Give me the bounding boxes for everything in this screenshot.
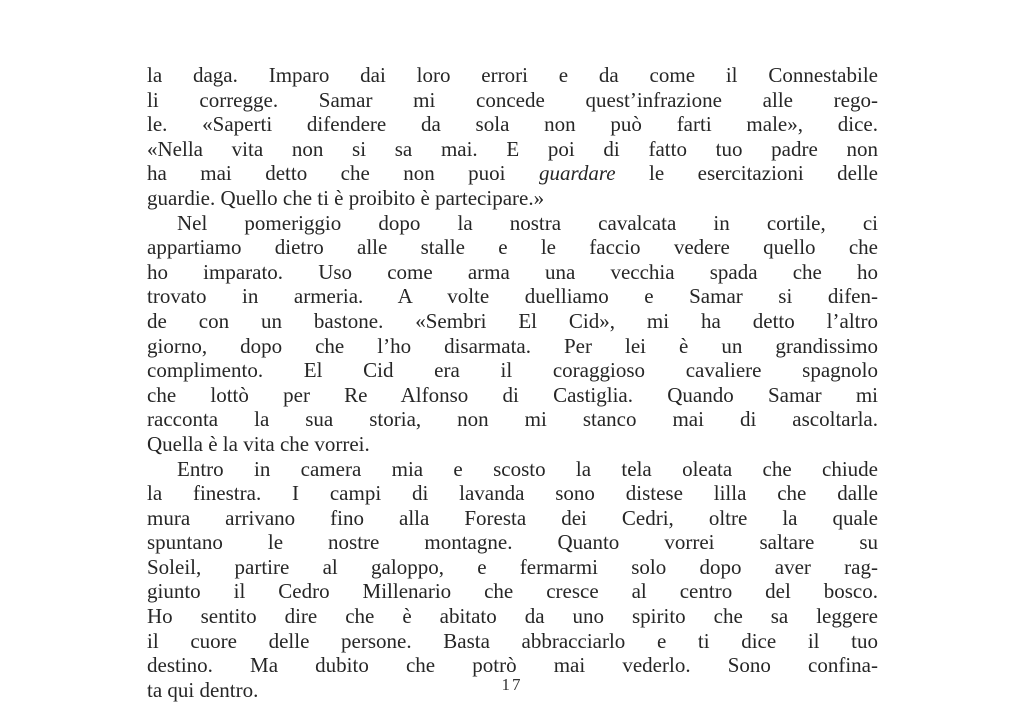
text-line: la finestra. I campi di lavanda sono distese lilla che dalle bbox=[147, 481, 878, 506]
paragraph-1 bbox=[147, 63, 878, 211]
text-line: giunto il Cedro Millenario che cresce al centro del bosco. bbox=[147, 579, 878, 604]
text-segment: le esercitazioni delle bbox=[615, 161, 878, 186]
text-line: Soleil, partire al galoppo, e fermarmi solo dopo aver rag- bbox=[147, 554, 878, 579]
text-line: giorno, dopo che l’ho disarmata. Per lei è un grandissimo bbox=[147, 333, 878, 358]
text-line: Nel pomeriggio dopo la nostra cavalcata in cortile, ci bbox=[177, 210, 878, 235]
text-line: Entro in camera mia e scosto la tela oleata che chiude bbox=[177, 456, 878, 481]
text-line: le. «Saperti difendere da sola non può farti male», dice. bbox=[147, 112, 878, 137]
text-line: il cuore delle persone. Basta abbracciarlo e ti dice il tuo bbox=[147, 628, 878, 653]
text-line: mura arrivano fino alla Foresta dei Cedri, oltre la quale bbox=[147, 505, 878, 530]
text-line: de con un bastone. «Sembri El Cid», mi ha detto l’altro bbox=[147, 308, 878, 333]
text-line: trovato in armeria. A volte duelliamo e Samar si difen- bbox=[147, 284, 878, 309]
text-line: guardie. Quello che ti è proibito è partecipare.» bbox=[147, 185, 545, 210]
body-text bbox=[147, 63, 878, 702]
text-line: Ho sentito dire che è abitato da uno spirito che sa leggere bbox=[147, 604, 878, 629]
text-line: ho imparato. Uso come arma una vecchia spada che ho bbox=[147, 259, 878, 284]
text-line: li corregge. Samar mi concede quest’infrazione alle rego- bbox=[147, 87, 878, 112]
text-line: che lottò per Re Alfonso di Castiglia. Quando Samar mi bbox=[147, 382, 878, 407]
text-line: ta qui dentro. bbox=[147, 677, 259, 702]
text-segment: ha mai detto che non puoi bbox=[147, 161, 539, 186]
text-line bbox=[147, 161, 878, 186]
text-line: Quella è la vita che vorrei. bbox=[147, 431, 370, 456]
italic-word: guardare bbox=[538, 161, 616, 186]
text-line: la daga. Imparo dai loro errori e da come il Connestabile bbox=[147, 63, 878, 87]
text-line: racconta la sua storia, non mi stanco mai di ascoltarla. bbox=[147, 407, 878, 432]
text-line: destino. Ma dubito che potrò mai vederlo. Sono confina- bbox=[147, 653, 878, 678]
text-line: spuntano le nostre montagne. Quanto vorrei saltare su bbox=[147, 530, 878, 555]
text-line: appartiamo dietro alle stalle e le faccio vedere quello che bbox=[147, 235, 878, 260]
paragraph-2 bbox=[147, 211, 878, 457]
text-line: «Nella vita non si sa mai. E poi di fatto tuo padre non bbox=[147, 136, 878, 161]
paragraph-3 bbox=[147, 457, 878, 703]
text-line: complimento. El Cid era il coraggioso cavaliere spagnolo bbox=[147, 358, 878, 383]
page-number: 17 bbox=[501, 675, 523, 694]
